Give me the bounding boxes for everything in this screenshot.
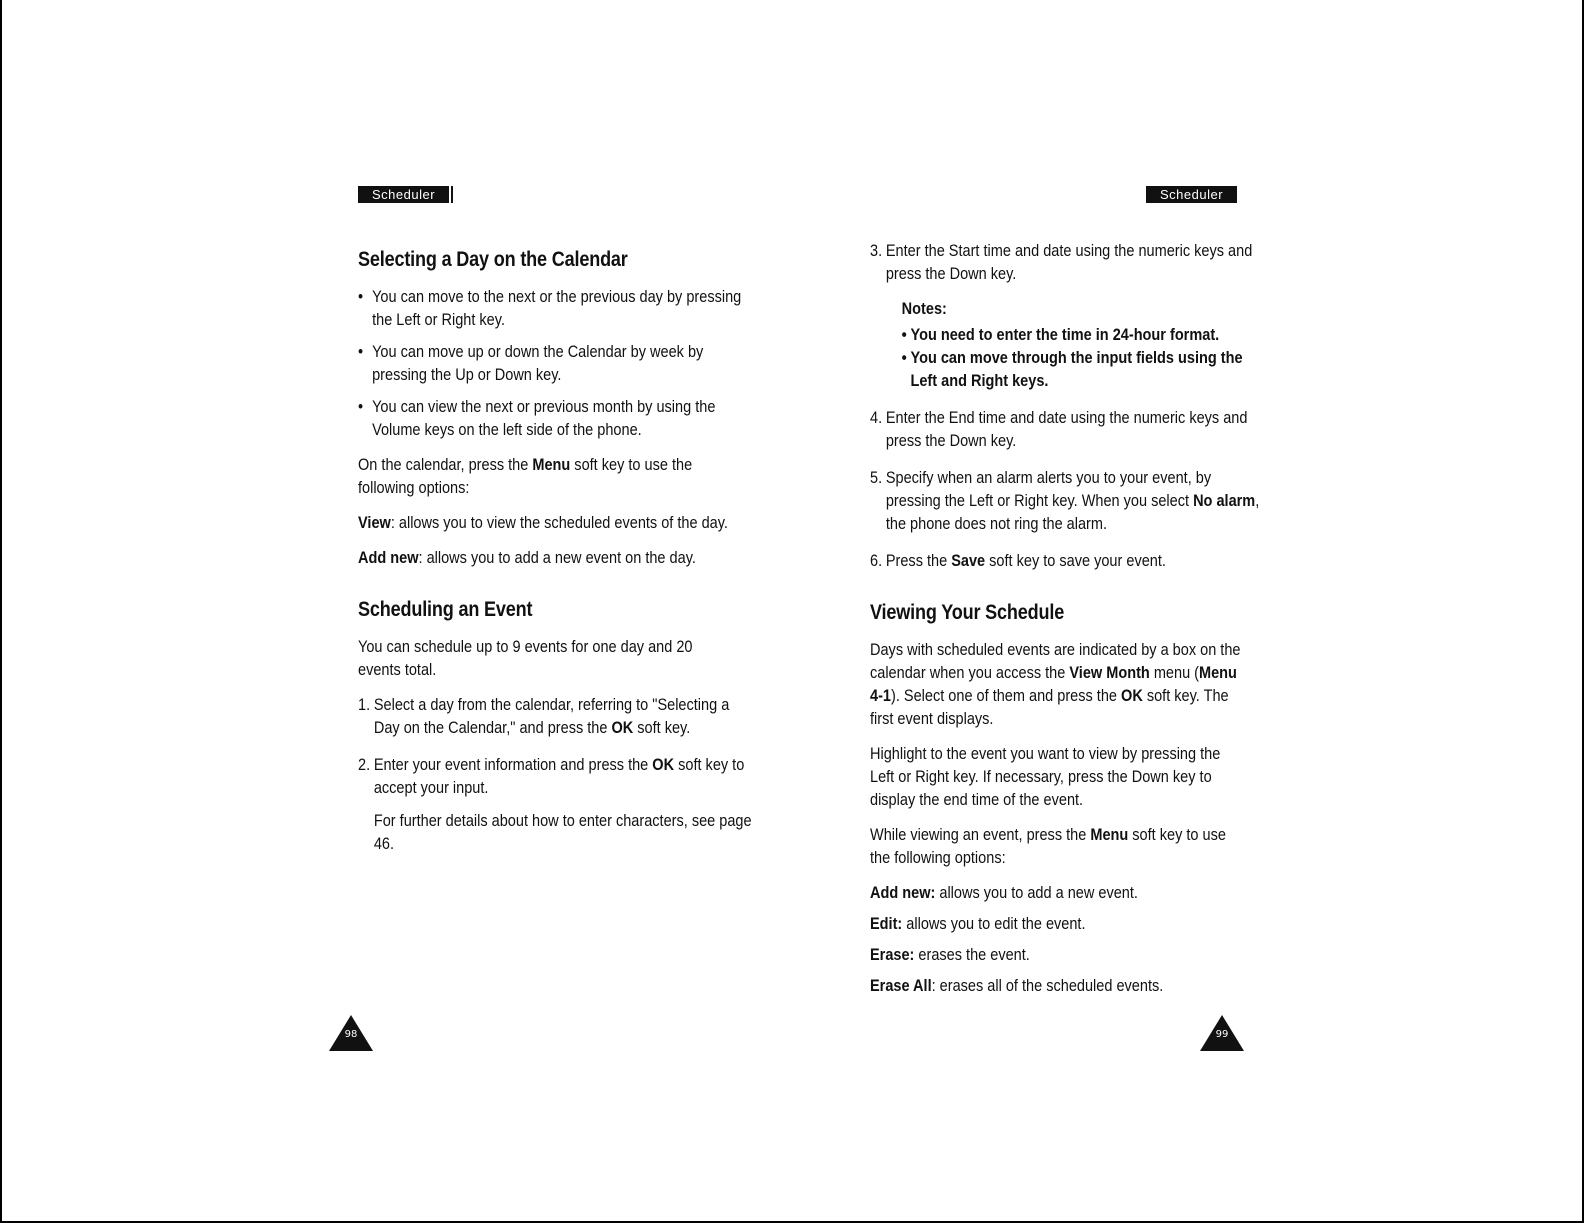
step-1: 1. Select a day from the calendar, referring to "Selecting a Day on the Calendar," and press the OK soft key. (358, 696, 730, 737)
heading-viewing-schedule: Viewing Your Schedule (870, 601, 1065, 624)
viewing-para-3: While viewing an event, press the Menu soft key to use the following options: (870, 826, 1226, 867)
viewing-para-2: Highlight to the event you want to view by pressing the Left or Right key. If necessary, press the Down key to display the end time of the event. (870, 745, 1221, 809)
section-tab-left: Scheduler (358, 186, 449, 203)
option-view: View: allows you to view the scheduled events of the day. (358, 514, 728, 532)
step-2: 2. Enter your event information and press the OK soft key to accept your input. For further details about how to enter characters, see page 46. (358, 754, 752, 856)
option-add-new-event: Add new: allows you to add a new event. (870, 884, 1138, 902)
section-tab-right: Scheduler (1146, 186, 1237, 203)
note-item: • You can move through the input fields using the Left and Right keys. (902, 347, 1272, 393)
viewing-para-1: Days with scheduled events are indicated by a box on the calendar when you access the View Month menu (Menu 4-1). Select one of them and press the OK soft key. The first event displays. (870, 641, 1241, 728)
step-3: 3. Enter the Start time and date using the numeric keys and press the Down key. Notes: • You need to enter the time in 24-hour format. • You can move through the input fields using the Left and Right keys. (870, 240, 1264, 393)
right-page (870, 240, 1260, 1006)
step-2-note: For further details about how to enter characters, see page 46. (373, 812, 752, 853)
note-item: • You need to enter the time in 24-hour format. (902, 324, 1272, 347)
step-6: 6. Press the Save soft key to save your event. (870, 552, 1166, 570)
option-add-new: Add new: allows you to add a new event on the day. (358, 549, 696, 567)
left-page (358, 240, 752, 870)
step-5: 5. Specify when an alarm alerts you to your event, by pressing the Left or Right key. When you select No alarm, the phone does not ring the alarm. (870, 469, 1260, 533)
heading-selecting-day: Selecting a Day on the Calendar (358, 248, 628, 271)
notes-box: Notes: • You need to enter the time in 24-hour format. • You can move through the input fields using the Left and Right keys. (902, 298, 1272, 393)
step-4: 4. Enter the End time and date using the numeric keys and press the Down key. (870, 409, 1248, 450)
steps-list-left (358, 694, 752, 856)
option-erase-all: Erase All: erases all of the scheduled events. (870, 977, 1164, 995)
list-item: • You can move to the next or the previous day by pressing the Left or Right key. (358, 286, 750, 332)
steps-list-right (870, 240, 1260, 573)
heading-scheduling-event: Scheduling an Event (358, 598, 533, 621)
option-erase: Erase: erases the event. (870, 946, 1030, 964)
scheduling-intro: You can schedule up to 9 events for one day and 20 events total. (358, 638, 693, 679)
page-number-left: 98 (329, 1015, 373, 1051)
page-number-right: 99 (1200, 1015, 1244, 1051)
menu-options-para: On the calendar, press the Menu soft key to use the following options: (358, 456, 693, 497)
option-edit: Edit: allows you to edit the event. (870, 915, 1086, 933)
calendar-tips-list (358, 286, 742, 442)
page-edge-left (0, 0, 2, 1223)
list-item: • You can move up or down the Calendar by week by pressing the Up or Down key. (358, 341, 750, 387)
list-item: • You can view the next or previous month by using the Volume keys on the left side of the phone. (358, 396, 750, 442)
